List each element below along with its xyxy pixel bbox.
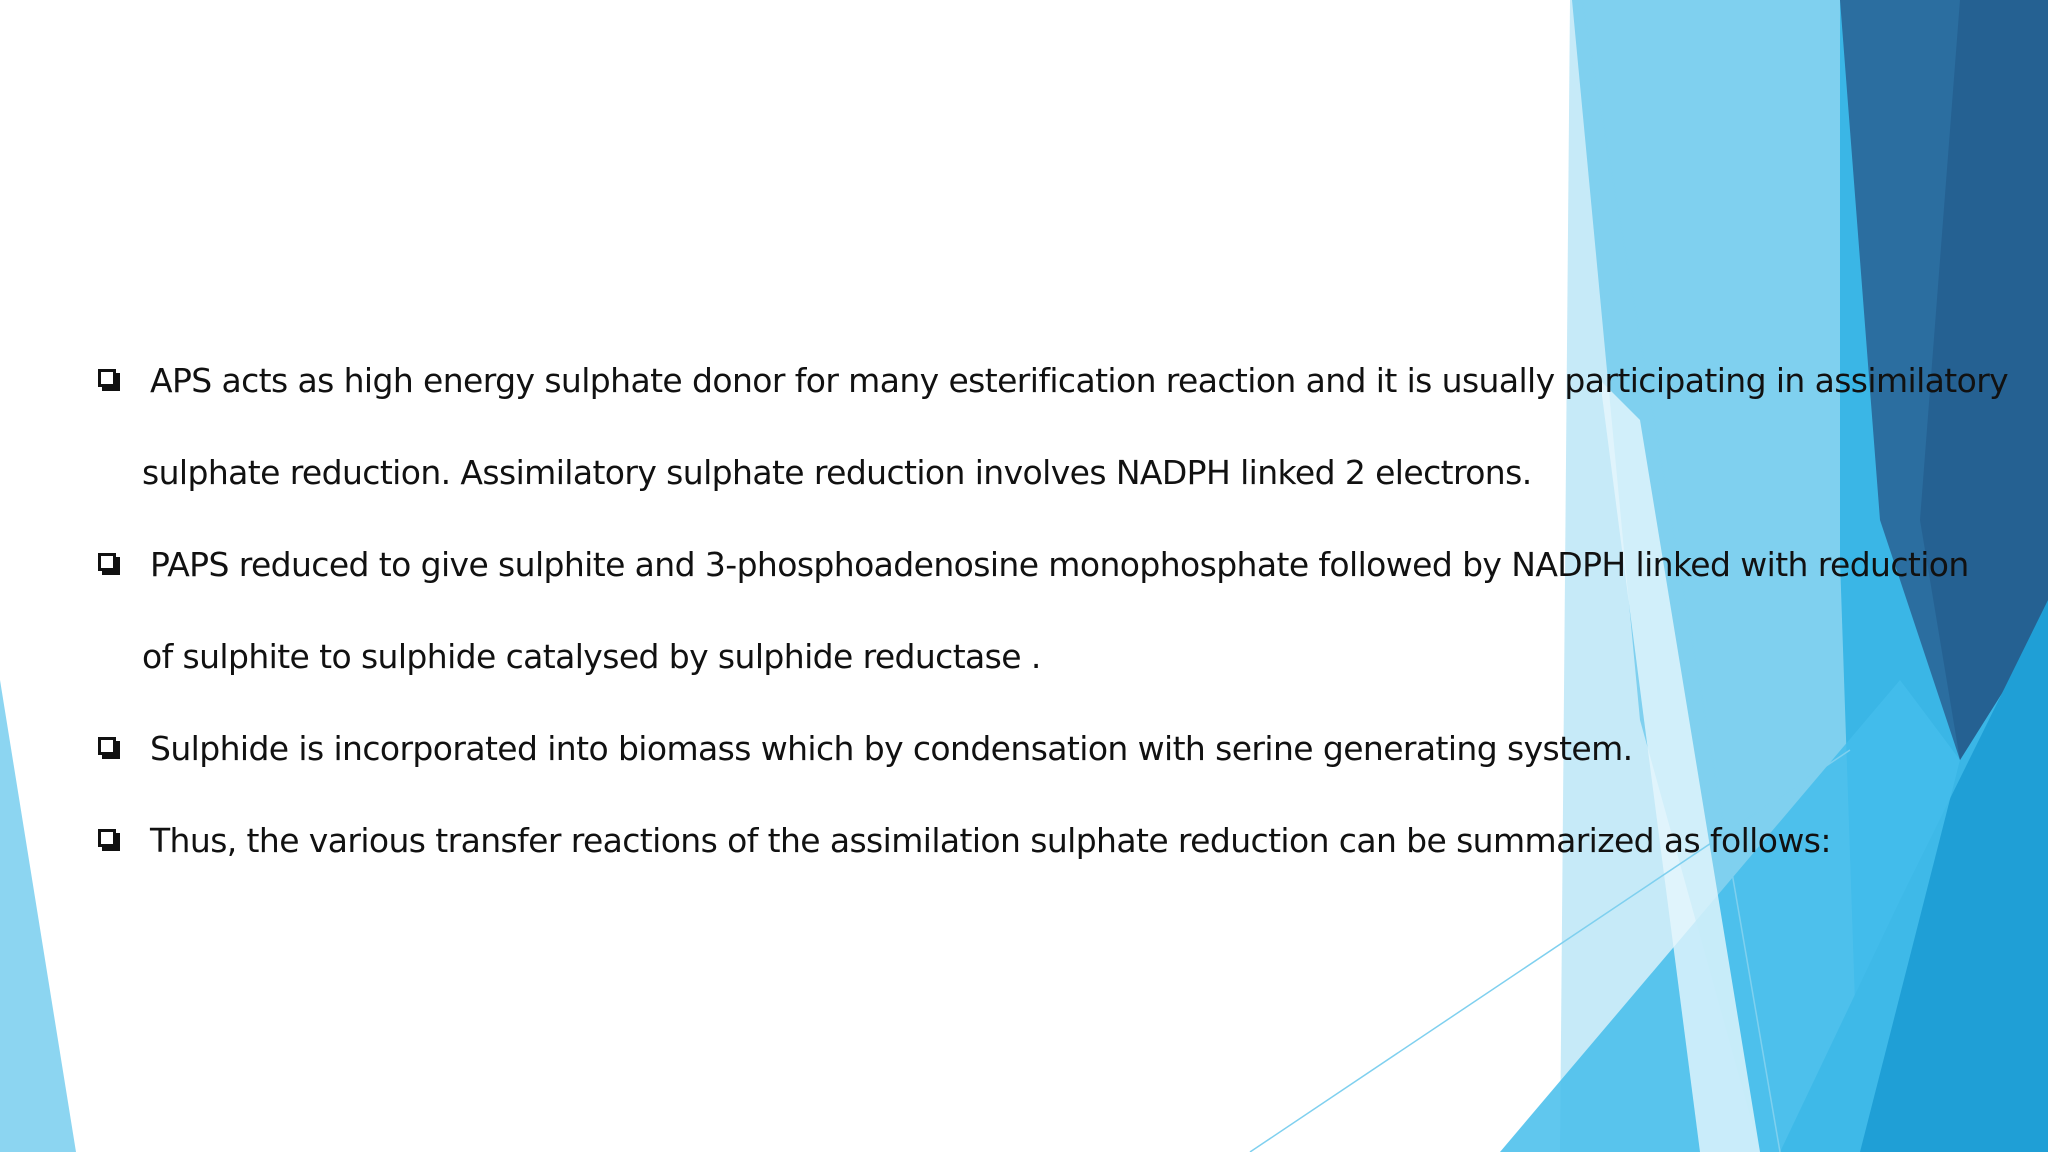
bullet-item-1-continuation	[92, 427, 1992, 519]
bullet-text: Sulphide is incorporated into biomass which by condensation with serine generating system.	[150, 729, 1633, 768]
bullet-item-1	[92, 335, 2009, 427]
checkbox-bullet-icon	[98, 829, 116, 847]
checkbox-bullet-icon	[98, 553, 116, 571]
bullet-text: sulphate reduction. Assimilatory sulphate reduction involves NADPH linked 2 electrons.	[142, 453, 1532, 492]
bullet-item-2-continuation	[92, 611, 1992, 703]
bullet-text: of sulphite to sulphide catalysed by sulphide reductase .	[142, 637, 1041, 676]
checkbox-bullet-icon	[98, 369, 116, 387]
bullet-item-2	[92, 519, 1992, 611]
bullet-item-4	[92, 795, 1992, 887]
left-accent-shape	[0, 680, 76, 1152]
bullet-text: APS acts as high energy sulphate donor for many esterification reaction and it is usually participating in assimilatory	[150, 361, 2009, 400]
bullet-text: Thus, the various transfer reactions of the assimilation sulphate reduction can be summarized as follows:	[150, 821, 1831, 860]
bullet-list	[92, 335, 2009, 887]
bullet-text: PAPS reduced to give sulphite and 3-phosphoadenosine monophosphate followed by NADPH linked with reduction	[150, 545, 1969, 584]
checkbox-bullet-icon	[98, 737, 116, 755]
bullet-item-3	[92, 703, 1992, 795]
